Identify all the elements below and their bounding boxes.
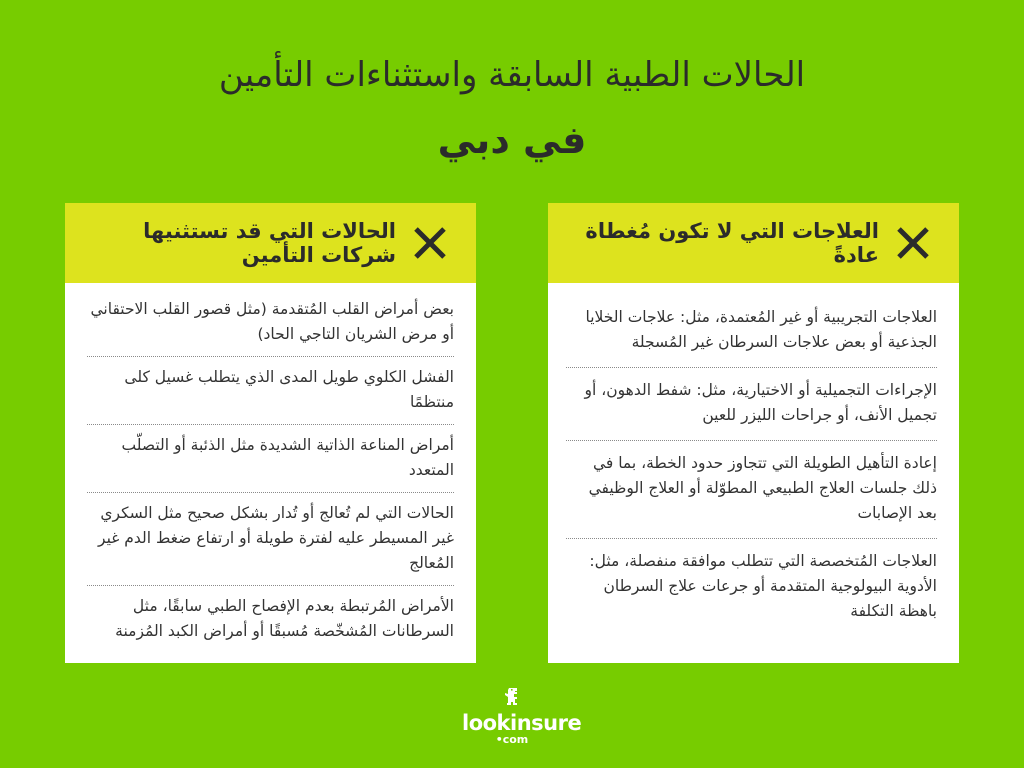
list-item: بعض أمراض القلب المُتقدمة (مثل قصور القلب الاحتقاني أو مرض الشريان التاجي الحاد) (87, 289, 454, 357)
page-title: الحالات الطبية السابقة واستثناءات التأمين (218, 55, 806, 95)
list-item: إعادة التأهيل الطويلة التي تتجاوز حدود الخطة، بما في ذلك جلسات العلاج الطبيعي المطوّلة أو العلاج الوظيفي بعد الإصابات (566, 441, 937, 539)
panel-header (65, 203, 476, 283)
list-item: الفشل الكلوي طويل المدى الذي يتطلب غسيل كلى منتظمًا (87, 357, 454, 425)
brand-domain: •com (495, 733, 529, 746)
treatments-list (548, 283, 959, 636)
list-item: الحالات التي لم تُعالج أو تُدار بشكل صحيح مثل السكري غير المسيطر عليه لفترة طويلة أو ارتفاع ضغط الدم غير المُعالج (87, 493, 454, 586)
list-item: العلاجات المُتخصصة التي تتطلب موافقة منفصلة، مثل: الأدوية البيولوجية المتقدمة أو جرعات علاج السرطان باهظة التكلفة (589, 552, 937, 620)
panel-title: العلاجات التي لا تكون مُغطاة عادةً (585, 219, 879, 267)
panel-header (548, 203, 959, 283)
uncovered-treatments-panel (548, 203, 959, 663)
conditions-list (65, 283, 476, 653)
panel-title: الحالات التي قد تستثنيها شركات التأمين (143, 219, 396, 267)
x-icon (893, 223, 933, 263)
brand-logo[interactable] (462, 686, 582, 746)
dinosaur-mascot-icon (500, 686, 524, 710)
brand-name: lookinsure (462, 711, 582, 735)
page-subtitle: في دبي (437, 118, 587, 162)
x-icon (410, 223, 450, 263)
list-item: أمراض المناعة الذاتية الشديدة مثل الذئبة أو التصلّب المتعدد (87, 425, 454, 493)
list-item: العلاجات التجريبية أو غير المُعتمدة، مثل: علاجات الخلايا الجذعية أو بعض علاجات السرطان غير المُسجلة (566, 295, 937, 368)
list-item: الإجراءات التجميلية أو الاختيارية، مثل: شفط الدهون، أو تجميل الأنف، أو جراحات الليزر للعين (566, 368, 937, 441)
list-item: الأمراض المُرتبطة بعدم الإفصاح الطبي سابقًا، مثل السرطانات المُشخّصة مُسبقًا أو أمراض الكبد المُزمنة (115, 597, 454, 640)
excluded-conditions-panel (65, 203, 476, 663)
